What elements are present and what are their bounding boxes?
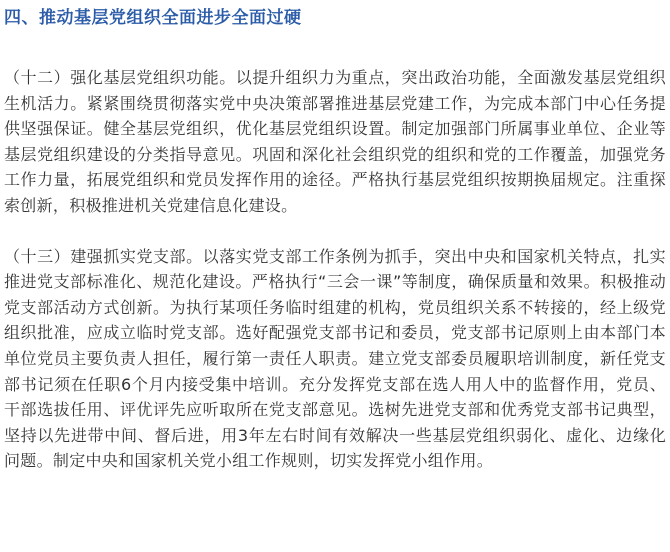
paragraph-strengthen-party-branches: （十三）建强抓实党支部。以落实党支部工作条例为抓手，突出中央和国家机关特点，扎实推进党支部标准化、规范化建设。严格执行“三会一课”等制度，确保质量和效果。积极推动党支部活动方式创新。为执行某项任务临时组建的机构，党员组织关系不转接的，经上级党组织批准，应成立临时党支部。选好配强党支部书记和委员，党支部书记原则上由本部门本单位党员主要负责人担任，履行第一责任人职责。建立党支部委员履职培训制度，新任党支部书记须在任职6个月内接受集中培训。充分发挥党支部在选人用人中的监督作用，党员、干部选拔任用、评优评先应听取所在党支部意见。选树先进党支部和优秀党支部书记典型，坚持以先进带中间、督后进，用3年左右时间有效解决一些基层党组织弱化、虚化、边缘化问题。制定中央和国家机关党小组工作规则，切实发挥党小组作用。: [4, 246, 666, 471]
section-heading: 四、推动基层党组织全面进步全面过硬: [4, 8, 302, 28]
paragraph-strengthen-party-organization-function: （十二）强化基层党组织功能。以提升组织力为重点，突出政治功能，全面激发基层党组织生机活力。紧紧围绕贯彻落实党中央决策部署推进基层党建工作，为完成本部门中心任务提供坚强保证。健全基层党组织，优化基层党组织设置。制定加强部门所属事业单位、企业等基层党组织建设的分类指导意见。巩固和深化社会组织党的组织和党的工作覆盖，加强党务工作力量，拓展党组织和党员发挥作用的途径。严格执行基层党组织按期换届规定。注重探索创新，积极推进机关党建信息化建设。: [4, 68, 666, 215]
